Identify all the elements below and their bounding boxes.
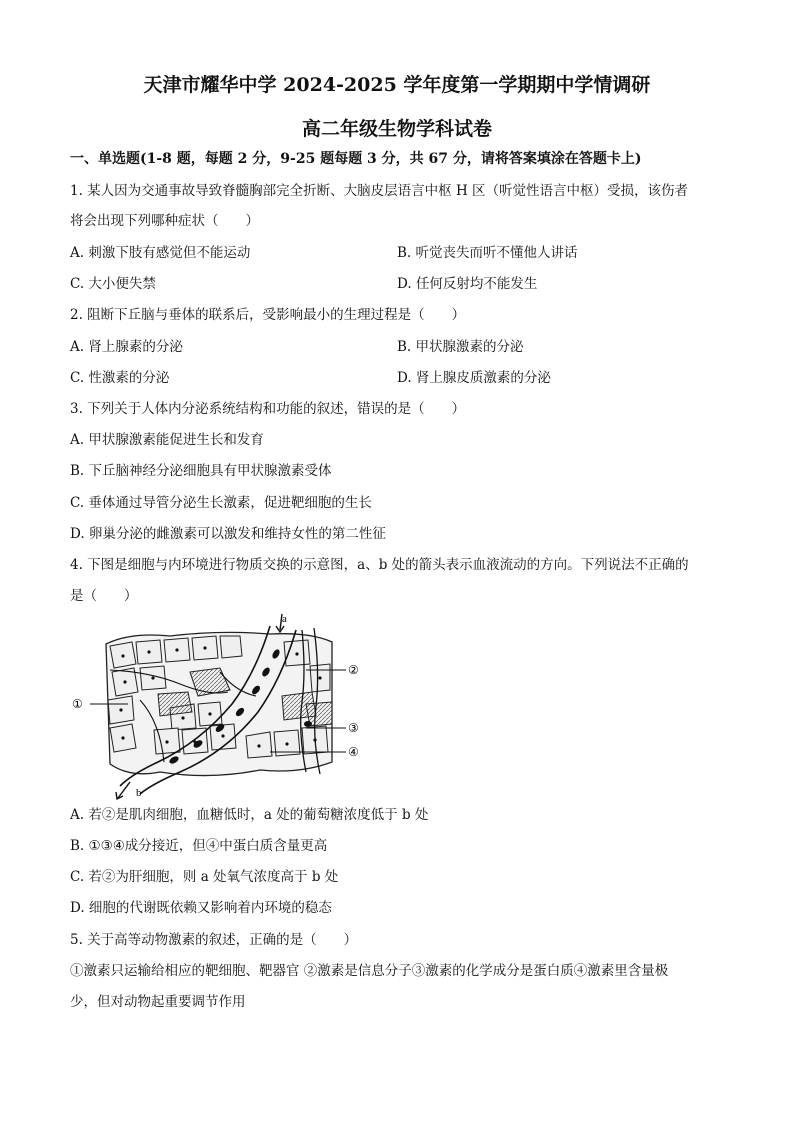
q3-stem: 3. 下列关于人体内分泌系统结构和功能的叙述，错误的是（ ） xyxy=(70,401,466,417)
label-2: ② xyxy=(348,663,359,677)
q2-stem: 2. 阻断下丘脑与垂体的联系后，受影响最小的生理过程是（ ） xyxy=(70,307,466,323)
q2-option-d: D. 肾上腺皮质激素的分泌 xyxy=(397,370,551,386)
q5-statements-line2: 少，但对动物起重要调节作用 xyxy=(70,994,246,1010)
exam-subtitle: 高二年级生物学科试卷 xyxy=(301,118,492,140)
label-4: ④ xyxy=(348,745,359,759)
q1-option-b: B. 听觉丧失而听不懂他人讲话 xyxy=(397,245,578,261)
q4-option-d: D. 细胞的代谢既依赖又影响着内环境的稳态 xyxy=(70,900,332,916)
q1-option-d: D. 任何反射均不能发生 xyxy=(397,276,538,292)
q4-stem-line1: 4. 下图是细胞与内环境进行物质交换的示意图，a、b 处的箭头表示血液流动的方向。下列说法不正确的 xyxy=(70,557,689,573)
label-a: a xyxy=(282,613,287,625)
q4-option-b: B. ①③④成分接近，但④中蛋白质含量更高 xyxy=(70,838,328,854)
arrow-b xyxy=(118,782,130,798)
q5-stem: 5. 关于高等动物激素的叙述，正确的是（ ） xyxy=(70,932,358,948)
q3-option-d: D. 卵巢分泌的雌激素可以激发和维持女性的第二性征 xyxy=(70,526,386,542)
exam-title: 天津市耀华中学 2024-2025 学年度第一学期期中学情调研 xyxy=(143,74,651,96)
label-1: ① xyxy=(72,697,83,711)
q1-option-a: A. 刺激下肢有感觉但不能运动 xyxy=(70,245,251,261)
q3-option-b: B. 下丘脑神经分泌细胞具有甲状腺激素受体 xyxy=(70,463,332,479)
section-heading: 一、单选题(1-8 题，每题 2 分，9-25 题每题 3 分，共 67 分，请将答案填涂在答题卡上) xyxy=(70,151,642,167)
q2-option-b: B. 甲状腺激素的分泌 xyxy=(397,339,524,355)
q4-option-c: C. 若②为肝细胞，则 a 处氧气浓度高于 b 处 xyxy=(70,869,339,885)
q3-option-a: A. 甲状腺激素能促进生长和发育 xyxy=(70,432,264,448)
q1-stem-line1: 1. 某人因为交通事故导致脊髓胸部完全折断、大脑皮层语言中枢 H 区（听觉性语言中枢）受损，该伤者 xyxy=(70,183,689,199)
tissue-diagram-svg xyxy=(70,612,370,802)
q5-statements-line1: ①激素只运输给相应的靶细胞、靶器官 ②激素是信息分子③激素的化学成分是蛋白质④激素里含量极 xyxy=(70,963,669,979)
q3-option-c: C. 垂体通过导管分泌生长激素，促进靶细胞的生长 xyxy=(70,495,372,511)
label-3: ③ xyxy=(348,721,359,735)
q1-option-c: C. 大小便失禁 xyxy=(70,276,156,292)
tissue-exchange-diagram xyxy=(70,612,370,802)
q2-option-c: C. 性激素的分泌 xyxy=(70,370,170,386)
q4-option-a: A. 若②是肌肉细胞，血糖低时，a 处的葡萄糖浓度低于 b 处 xyxy=(70,807,429,823)
q2-option-a: A. 肾上腺素的分泌 xyxy=(70,339,183,355)
label-b: b xyxy=(136,787,142,799)
q4-stem-line2: 是（ ） xyxy=(70,588,138,604)
q1-stem-line2: 将会出现下列哪种症状（ ） xyxy=(70,213,259,229)
